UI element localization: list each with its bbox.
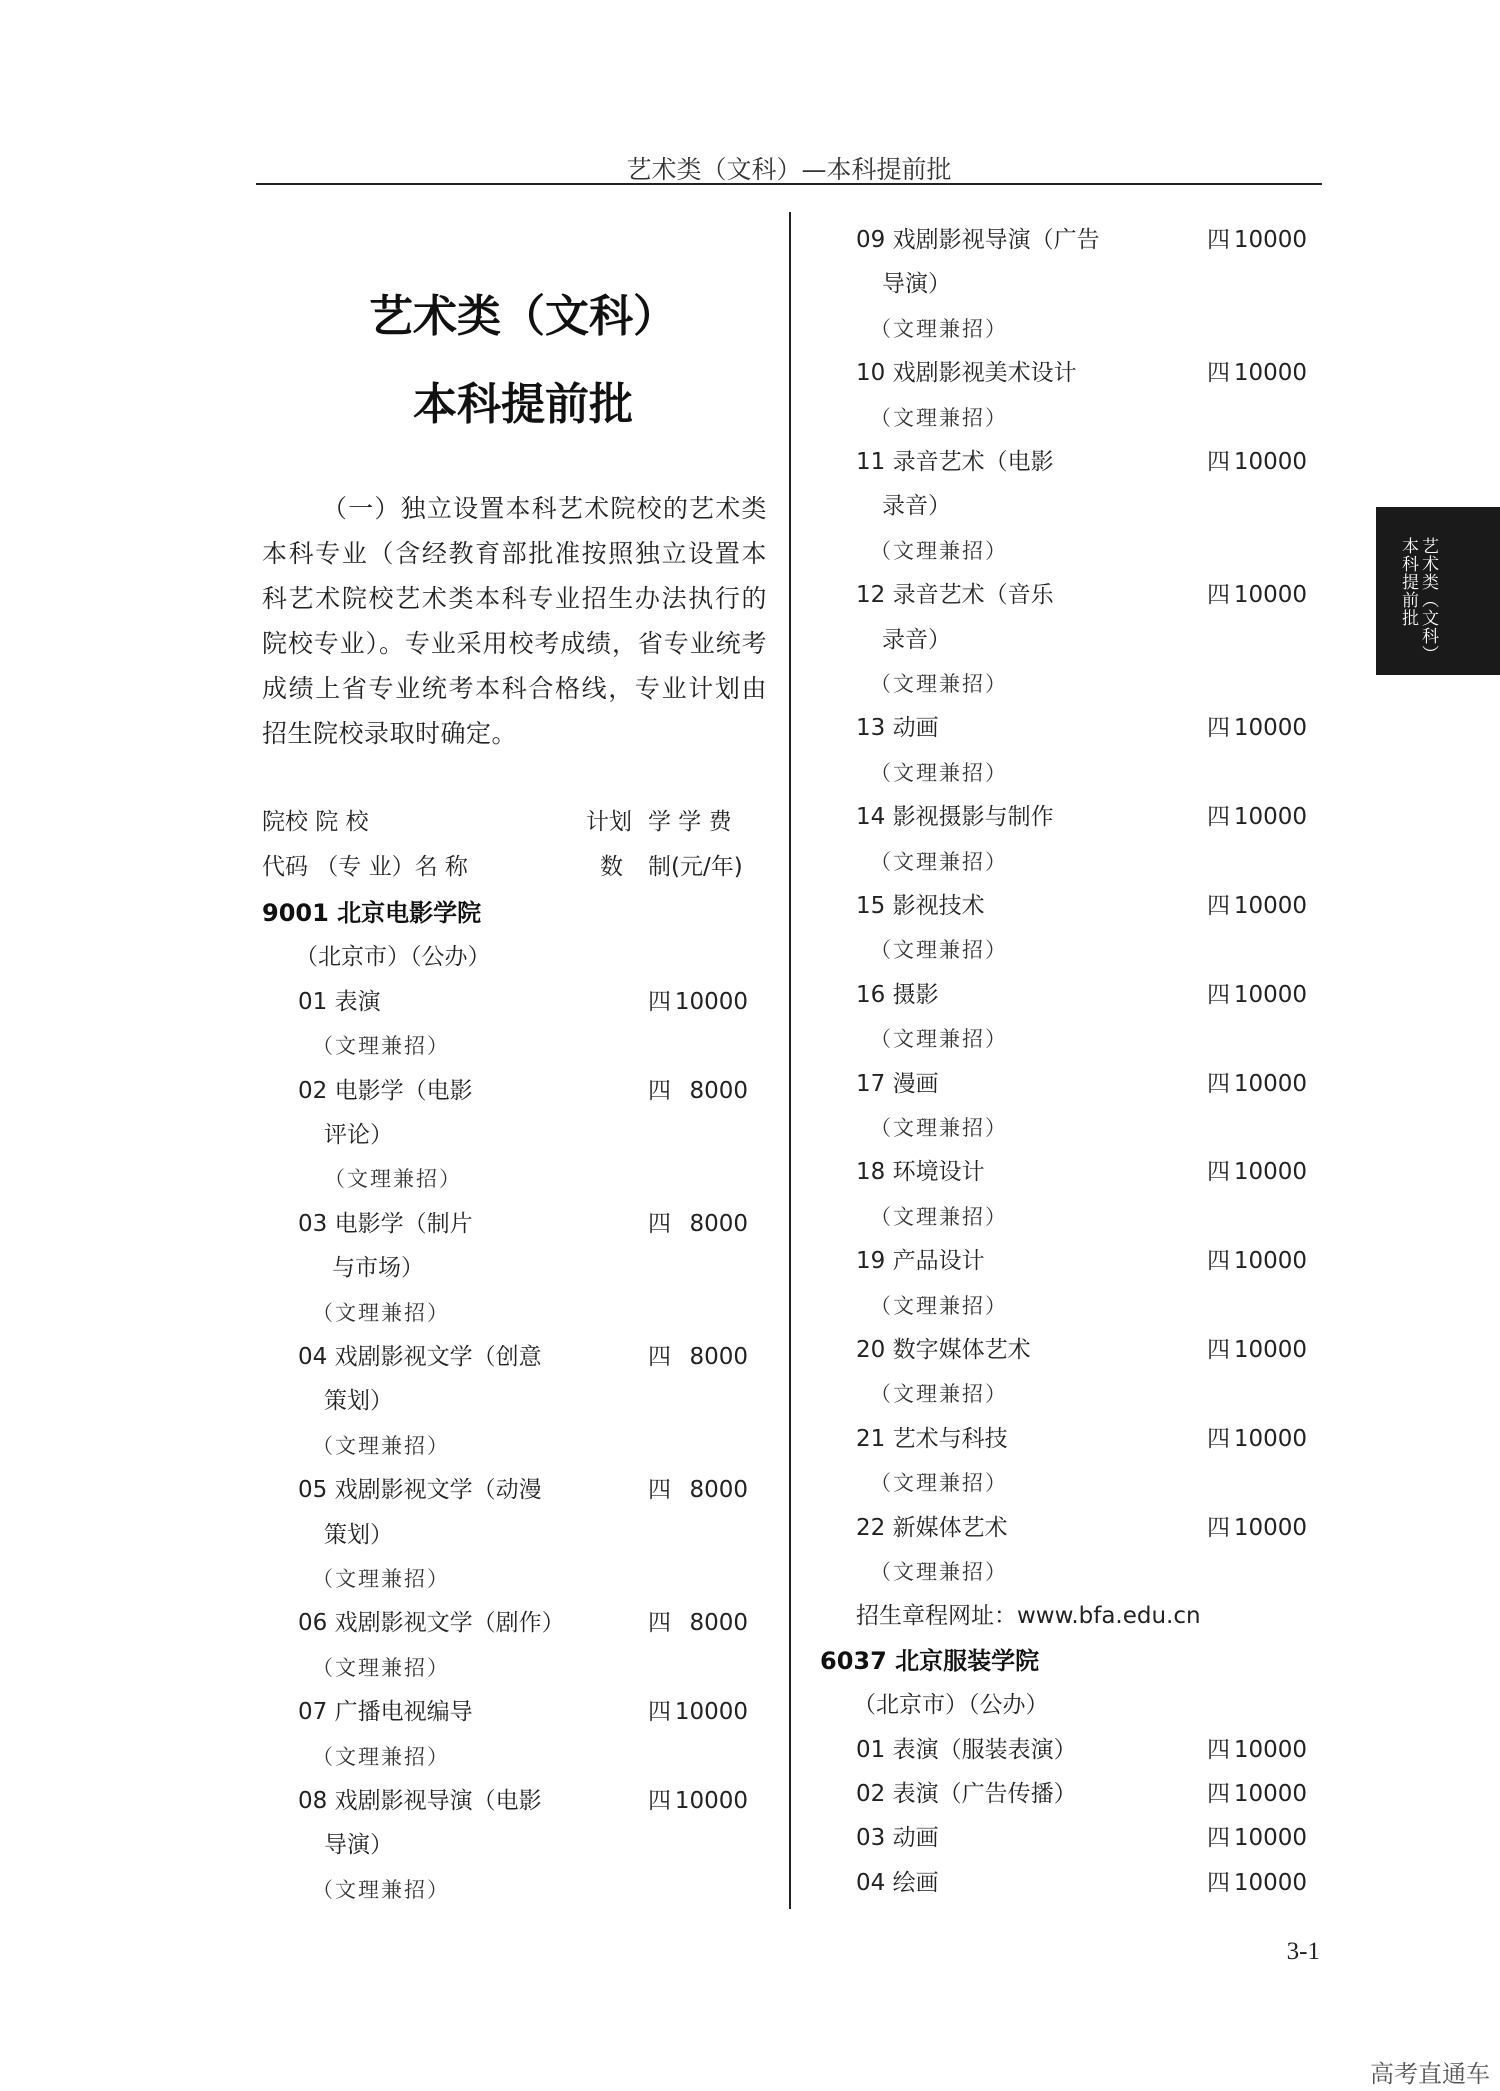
tuition-fee: 10000: [1233, 582, 1307, 609]
tuition-fee: 8000: [689, 1077, 748, 1104]
header-plan-row1: 计划: [586, 809, 632, 835]
study-years: 四: [1207, 1425, 1230, 1452]
tuition-fee: 10000: [1233, 1159, 1307, 1186]
major-name: 03 动画: [856, 1825, 939, 1852]
school-name: 6037 北京服装学院: [820, 1646, 1040, 1675]
study-years: 四: [1207, 981, 1230, 1008]
tuition-fee: 10000: [1233, 1781, 1307, 1807]
header-name-row1: 院校 院 校: [262, 809, 369, 835]
major-name: 08 戏剧影视导演（电影: [298, 1788, 542, 1814]
study-years: 四: [1207, 227, 1230, 253]
study-years: 四: [648, 1344, 671, 1370]
major-name-continued: 录音）: [882, 626, 951, 653]
tuition-fee: 8000: [689, 1210, 748, 1237]
study-years: 四: [1207, 1736, 1230, 1763]
major-name: 04 戏剧影视文学（创意: [298, 1344, 542, 1370]
major-name: 04 绘画: [856, 1869, 939, 1896]
major-name-continued: 评论）: [324, 1122, 393, 1148]
tuition-fee: 10000: [1233, 1337, 1307, 1363]
major-name: 12 录音艺术（音乐: [856, 582, 1054, 609]
admission-note: （文理兼招）: [870, 405, 1008, 430]
admission-note: （文理兼招）: [870, 672, 1008, 696]
tuition-fee: 10000: [1233, 1869, 1307, 1896]
tuition-fee: 10000: [1233, 981, 1307, 1008]
major-name: 16 摄影: [856, 981, 939, 1008]
column-divider: [789, 212, 791, 1909]
major-name: 11 录音艺术（电影: [856, 449, 1054, 475]
study-years: 四: [1207, 1781, 1230, 1807]
study-years: 四: [648, 1699, 671, 1726]
intro-section: [262, 486, 767, 756]
major-name: 18 环境设计: [856, 1159, 985, 1186]
major-name: 02 电影学（电影: [298, 1077, 473, 1104]
school-location: （北京市）（公办）: [295, 944, 491, 971]
admission-note: （文理兼招）: [870, 938, 1008, 963]
study-years: 四: [1207, 582, 1230, 609]
tuition-fee: 10000: [1233, 360, 1307, 387]
major-name: 22 新媒体艺术: [856, 1514, 1008, 1541]
major-name: 03 电影学（制片: [298, 1210, 473, 1237]
school-name: 9001 北京电影学院: [262, 899, 482, 927]
admission-note: （文理兼招）: [312, 1034, 450, 1059]
major-name-continued: 策划）: [324, 1521, 393, 1548]
admission-note: （文理兼招）: [324, 1167, 462, 1192]
study-years: 四: [1207, 1337, 1230, 1363]
major-name-continued: 策划）: [324, 1388, 393, 1415]
major-name: 01 表演（服装表演）: [856, 1736, 1077, 1763]
study-years: 四: [1207, 804, 1230, 831]
tuition-fee: 10000: [674, 988, 748, 1015]
running-header: 艺术类（文科）—本科提前批: [626, 155, 952, 184]
header-name-row2: 代码 （专 业）名 称: [262, 854, 468, 880]
admission-note: （文理兼招）: [870, 1204, 1008, 1229]
major-name-continued: 与市场）: [332, 1255, 424, 1282]
admission-note: （文理兼招）: [870, 760, 1008, 785]
major-name-continued: 导演）: [324, 1832, 393, 1859]
major-name: 10 戏剧影视美术设计: [856, 360, 1077, 387]
admission-note: （文理兼招）: [870, 1471, 1008, 1496]
major-name: 20 数字媒体艺术: [856, 1337, 1031, 1363]
admission-note: （文理兼招）: [312, 1744, 450, 1769]
tuition-fee: 10000: [1233, 1070, 1307, 1097]
tuition-fee: 10000: [1233, 449, 1307, 475]
tuition-fee: 10000: [1233, 1514, 1307, 1541]
study-years: 四: [648, 1077, 671, 1104]
admission-note: （文理兼招）: [870, 1116, 1008, 1140]
study-years: 四: [1207, 1869, 1230, 1896]
study-years: 四: [648, 1788, 671, 1814]
major-name: 05 戏剧影视文学（动漫: [298, 1477, 542, 1504]
tuition-fee: 8000: [689, 1477, 748, 1504]
intro-paragraph: （一）独立设置本科艺术院校的艺术类本科专业（含经教育部批准按照独立设置本科艺术院校艺术类本科专业招生办法执行的院校专业）。专业采用校考成绩，省专业统考成绩上省专业统考本科合格线，专业计划由招生院校录取时确定。: [262, 494, 767, 748]
tuition-fee: 10000: [1233, 804, 1307, 831]
header-rest-row1: 学 学 费: [648, 809, 732, 835]
admission-note: （文理兼招）: [312, 1433, 450, 1458]
major-name: 13 动画: [856, 715, 939, 742]
study-years: 四: [1207, 1248, 1230, 1275]
study-years: 四: [1207, 449, 1230, 475]
admission-note: （文理兼招）: [870, 1382, 1008, 1407]
study-years: 四: [1207, 1825, 1230, 1852]
study-years: 四: [648, 988, 671, 1015]
tuition-fee: 10000: [1233, 1736, 1307, 1763]
tuition-fee: 10000: [674, 1699, 748, 1726]
header-rest-row2: 制(元/年): [648, 854, 743, 880]
tuition-fee: 10000: [1233, 227, 1307, 253]
major-name: 19 产品设计: [856, 1248, 985, 1275]
major-name: 09 戏剧影视导演（广告: [856, 227, 1100, 253]
major-name: 14 影视摄影与制作: [856, 804, 1054, 831]
header-rule: [256, 183, 1322, 185]
tuition-fee: 10000: [1233, 893, 1307, 919]
tuition-fee: 10000: [1233, 1248, 1307, 1275]
major-name: 21 艺术与科技: [856, 1425, 1008, 1452]
tuition-fee: 10000: [1233, 715, 1307, 742]
study-years: 四: [1207, 360, 1230, 387]
major-name: 17 漫画: [856, 1070, 939, 1097]
page-title-line-2: 本科提前批: [413, 379, 633, 430]
charter-url: 招生章程网址：www.bfa.edu.cn: [856, 1603, 1201, 1630]
study-years: 四: [1207, 1070, 1230, 1097]
major-name: 07 广播电视编导: [298, 1699, 473, 1726]
admission-note: （文理兼招）: [870, 1560, 1008, 1584]
watermark: 高考直通车: [1370, 2060, 1490, 2088]
major-name: 06 戏剧影视文学（剧作）: [298, 1610, 565, 1637]
tuition-fee: 10000: [1233, 1425, 1307, 1452]
study-years: 四: [1207, 1514, 1230, 1541]
major-name: 01 表演: [298, 988, 381, 1015]
study-years: 四: [1207, 893, 1230, 919]
page-number: 3-1: [1286, 1938, 1320, 1965]
admission-note: （文理兼招）: [312, 1877, 450, 1902]
tuition-fee: 8000: [689, 1344, 748, 1370]
tuition-fee: 10000: [1233, 1825, 1307, 1852]
major-name: 15 影视技术: [856, 893, 985, 919]
school-location: （北京市）（公办）: [853, 1692, 1049, 1719]
study-years: 四: [648, 1477, 671, 1504]
major-name: 02 表演（广告传播）: [856, 1781, 1077, 1807]
tuition-fee: 10000: [674, 1788, 748, 1814]
side-tab: [1376, 507, 1500, 675]
admission-note: （文理兼招）: [870, 849, 1008, 874]
admission-note: （文理兼招）: [870, 1027, 1008, 1052]
admission-note: （文理兼招）: [312, 1300, 450, 1325]
study-years: 四: [648, 1610, 671, 1637]
admission-note: （文理兼招）: [312, 1655, 450, 1680]
admission-note: （文理兼招）: [870, 538, 1008, 563]
side-tab-label: 艺术类（文科）本科提前批: [1398, 537, 1438, 663]
study-years: 四: [1207, 715, 1230, 742]
study-years: 四: [1207, 1159, 1230, 1186]
tuition-fee: 8000: [689, 1610, 748, 1637]
admission-note: （文理兼招）: [870, 316, 1008, 341]
major-name-continued: 录音）: [882, 493, 951, 520]
study-years: 四: [648, 1210, 671, 1237]
admission-note: （文理兼招）: [870, 1293, 1008, 1318]
page-title-line-1: 艺术类（文科）: [369, 291, 677, 342]
header-plan-row2: 数: [600, 854, 623, 880]
admission-note: （文理兼招）: [312, 1567, 450, 1591]
major-name-continued: 导演）: [882, 271, 951, 298]
